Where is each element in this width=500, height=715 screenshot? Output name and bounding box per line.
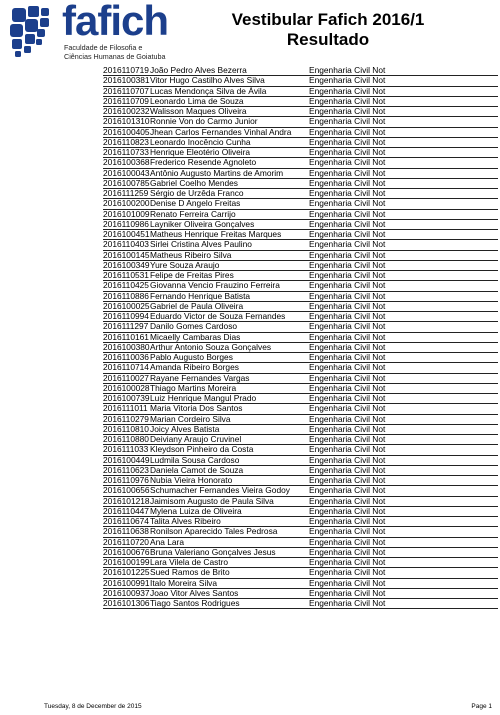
- table-row: [103, 599, 498, 609]
- candidate-code: 2016111297: [103, 321, 149, 332]
- table-row: [103, 169, 498, 179]
- course-name: Engenharia Civil Not: [309, 177, 386, 188]
- candidate-code: 2016100028: [103, 382, 150, 393]
- logo-wordmark: fafich: [62, 0, 169, 44]
- candidate-name: Henrique Eleotério Oliveira: [150, 148, 251, 157]
- table-row: [103, 579, 498, 589]
- course-name: Engenharia Civil Not: [309, 362, 386, 373]
- candidate-code: 2016101218: [103, 495, 150, 506]
- course-name: Engenharia Civil Not: [309, 464, 386, 475]
- candidate-name: Sued Ramos de Brito: [150, 568, 230, 578]
- table-row: [103, 343, 498, 353]
- candidate-code: 2016111033: [103, 444, 149, 455]
- candidate-code: 2016110674: [103, 516, 149, 526]
- candidate-name: Italo Moreira Silva: [150, 578, 218, 588]
- candidate-name: Ronilson Aparecido Tales Pedrosa: [150, 527, 278, 537]
- candidate-code: 2016110719: [103, 65, 149, 75]
- table-row: [103, 66, 498, 76]
- candidate-name: Nubia Vieira Honorato: [150, 476, 233, 485]
- table-row: [103, 425, 498, 435]
- candidate-code: 2016100937: [103, 587, 150, 598]
- candidate-name: Ludmila Sousa Cardoso: [150, 455, 240, 465]
- candidate-code: 2016110161: [103, 331, 149, 342]
- course-name: Engenharia Civil Not: [309, 116, 386, 127]
- course-name: Engenharia Civil Not: [309, 280, 386, 291]
- title-line2: Resultado: [286, 30, 370, 49]
- logo-subtitle-line1: Faculdade de Filosofia e: [64, 43, 143, 52]
- candidate-name: Danilo Gomes Cardoso: [150, 322, 238, 332]
- candidate-code: 2016110994: [103, 311, 149, 321]
- table-row: [103, 363, 498, 373]
- candidate-code: 2016100368: [103, 157, 150, 168]
- course-name: Engenharia Civil Not: [309, 259, 386, 270]
- candidate-name: Yure Souza Araujo: [150, 260, 220, 270]
- table-row: [103, 87, 498, 97]
- candidate-name: Schumacher Fernandes Vieira Godoy: [150, 486, 290, 496]
- course-name: Engenharia Civil Not: [309, 341, 386, 352]
- course-name: Engenharia Civil Not: [309, 126, 386, 137]
- course-name: Engenharia Civil Not: [309, 208, 386, 219]
- table-row: [103, 394, 498, 404]
- candidate-code: 2016110707: [103, 85, 149, 96]
- course-name: Engenharia Civil Not: [309, 557, 386, 567]
- table-row: [103, 76, 498, 86]
- candidate-code: 2016100380: [103, 341, 150, 352]
- candidate-code: 2016110886: [103, 290, 149, 301]
- candidate-code: 2016111011: [103, 403, 148, 414]
- candidate-name: Leonardo Lima de Souza: [150, 96, 244, 106]
- course-name: Engenharia Civil Not: [309, 526, 386, 537]
- fafich-logo-icon: [6, 2, 66, 62]
- candidate-code: 2016110976: [103, 475, 149, 485]
- course-name: Engenharia Civil Not: [309, 321, 386, 332]
- candidate-name: Matheus Henrique Freitas Marques: [150, 230, 282, 239]
- candidate-name: Marian Cordeiro Silva: [150, 414, 231, 424]
- table-row: [103, 404, 498, 414]
- candidate-name: Jhean Carlos Fernandes Vinhal Andra: [150, 127, 292, 137]
- candidate-code: 2016110623: [103, 464, 149, 475]
- course-name: Engenharia Civil Not: [309, 167, 386, 178]
- candidate-code: 2016100785: [103, 177, 150, 188]
- course-name: Engenharia Civil Not: [309, 249, 386, 260]
- table-row: [103, 374, 498, 384]
- candidate-name: Sirlei Cristina Alves Paulino: [150, 240, 252, 250]
- table-row: [103, 415, 498, 425]
- course-name: Engenharia Civil Not: [309, 85, 386, 96]
- course-name: Engenharia Civil Not: [309, 403, 386, 414]
- page-header: [0, 0, 500, 66]
- candidate-code: 2016110709: [103, 95, 149, 106]
- table-row: [103, 322, 498, 332]
- table-row: [103, 527, 498, 537]
- candidate-code: 2016110531: [103, 270, 149, 280]
- candidate-name: Pablo Augusto Borges: [150, 353, 233, 362]
- table-row: [103, 456, 498, 466]
- candidate-name: Arthur Antonio Souza Gonçalves: [150, 342, 272, 352]
- course-name: Engenharia Civil Not: [309, 136, 386, 147]
- course-name: Engenharia Civil Not: [309, 516, 386, 526]
- course-name: Engenharia Civil Not: [309, 454, 386, 465]
- candidate-name: Ronnie Von do Carmo Junior: [150, 117, 258, 127]
- table-row: [103, 281, 498, 291]
- table-row: [103, 179, 498, 189]
- candidate-code: 2016100145: [103, 249, 150, 260]
- course-name: Engenharia Civil Not: [309, 393, 386, 403]
- table-row: [103, 517, 498, 527]
- candidate-name: Bruna Valeriano Gonçalves Jesus: [150, 547, 276, 557]
- candidate-code: 2016110447: [103, 505, 149, 516]
- candidate-code: 2016100349: [103, 259, 150, 270]
- course-name: Engenharia Civil Not: [309, 413, 386, 424]
- table-row: [103, 476, 498, 486]
- course-name: Engenharia Civil Not: [309, 218, 386, 229]
- candidate-code: 2016100451: [103, 229, 150, 239]
- candidate-code: 2016100199: [103, 557, 150, 567]
- candidate-name: Maria Vitoria Dos Santos: [150, 404, 243, 414]
- course-name: Engenharia Civil Not: [309, 270, 386, 280]
- candidate-name: Daniela Camot de Souza: [150, 465, 244, 475]
- candidate-code: 2016100025: [103, 300, 150, 311]
- course-name: Engenharia Civil Not: [309, 198, 386, 209]
- table-row: [103, 271, 498, 281]
- course-name: Engenharia Civil Not: [309, 495, 386, 506]
- table-row: [103, 486, 498, 496]
- candidate-name: Renato Ferreira Carrijo: [150, 209, 236, 219]
- table-row: [103, 466, 498, 476]
- title-line1: Vestibular Fafich 2016/1: [231, 10, 425, 29]
- candidate-code: 2016101310: [103, 116, 150, 127]
- table-row: [103, 210, 498, 220]
- candidate-code: 2016110036: [103, 352, 149, 362]
- table-row: [103, 568, 498, 578]
- candidate-name: Jaimisom Augusto de Paula Silva: [150, 496, 274, 506]
- candidate-name: Walisson Maques Oliveira: [150, 107, 247, 116]
- table-row: [103, 199, 498, 209]
- candidate-name: João Pedro Alves Bezerra: [150, 66, 247, 75]
- course-name: Engenharia Civil Not: [309, 352, 386, 362]
- course-name: Engenharia Civil Not: [309, 485, 386, 496]
- table-row: [103, 261, 498, 271]
- candidate-code: 2016100739: [103, 393, 150, 403]
- candidate-code: 2016110733: [103, 147, 149, 157]
- candidate-code: 2016110027: [103, 372, 149, 383]
- course-name: Engenharia Civil Not: [309, 536, 386, 547]
- candidate-code: 2016110638: [103, 526, 149, 537]
- candidate-name: Denise D Angelo Freitas: [150, 199, 241, 209]
- course-name: Engenharia Civil Not: [309, 505, 386, 516]
- candidate-name: Matheus Ribeiro Silva: [150, 250, 232, 260]
- course-name: Engenharia Civil Not: [309, 147, 386, 157]
- table-row: [103, 220, 498, 230]
- table-row: [103, 251, 498, 261]
- candidate-name: Luiz Henrique Mangul Prado: [150, 394, 257, 403]
- course-name: Engenharia Civil Not: [309, 546, 386, 557]
- candidate-code: 2016101225: [103, 567, 150, 578]
- candidate-name: Talita Alves Ribeiro: [150, 517, 221, 526]
- course-name: Engenharia Civil Not: [309, 229, 386, 239]
- course-name: Engenharia Civil Not: [309, 587, 386, 598]
- candidate-code: 2016110403: [103, 239, 149, 250]
- candidate-code: 2016101306: [103, 598, 150, 608]
- candidate-name: Gabriel Coelho Mendes: [150, 178, 238, 188]
- table-row: [103, 384, 498, 394]
- table-row: [103, 435, 498, 445]
- candidate-code: 2016100991: [103, 577, 150, 588]
- table-row: [103, 148, 498, 158]
- course-name: Engenharia Civil Not: [309, 372, 386, 383]
- candidate-code: 2016100232: [103, 106, 150, 116]
- candidate-name: Mylena Luiza de Oliveira: [150, 506, 242, 516]
- candidate-code: 2016110986: [103, 218, 149, 229]
- table-row: [103, 333, 498, 343]
- course-name: Engenharia Civil Not: [309, 157, 386, 168]
- candidate-code: 2016110714: [103, 362, 149, 373]
- table-row: [103, 97, 498, 107]
- candidate-name: Felipe de Freitas Pires: [150, 271, 234, 280]
- course-name: Engenharia Civil Not: [309, 95, 386, 106]
- table-row: [103, 128, 498, 138]
- candidate-code: 2016100043: [103, 167, 150, 178]
- candidate-name: Antônio Augusto Martins de Amorim: [150, 168, 284, 178]
- candidate-name: Eduardo Victor de Souza Fernandes: [150, 312, 286, 321]
- table-row: [103, 558, 498, 568]
- candidate-name: Thiago Martins Moreira: [150, 383, 237, 393]
- course-name: Engenharia Civil Not: [309, 567, 386, 578]
- candidate-code: 2016101009: [103, 208, 150, 219]
- candidate-name: Sérgio de Urzêda Franco: [150, 189, 244, 198]
- table-row: [103, 548, 498, 558]
- course-name: Engenharia Civil Not: [309, 434, 386, 444]
- candidate-name: Giovanna Vencio Frauzino Ferreira: [150, 281, 280, 291]
- candidate-name: Joicy Alves Batista: [150, 424, 220, 434]
- candidate-name: Deiviany Araujo Cruvinel: [150, 435, 242, 444]
- table-row: [103, 240, 498, 250]
- course-name: Engenharia Civil Not: [309, 65, 386, 75]
- course-name: Engenharia Civil Not: [309, 577, 386, 588]
- footer-date: Tuesday, 8 de December de 2015: [44, 703, 142, 710]
- candidate-name: Lara Vilela de Castro: [150, 558, 229, 567]
- candidate-code: 2016110880: [103, 434, 149, 444]
- course-name: Engenharia Civil Not: [309, 75, 386, 86]
- table-row: [103, 158, 498, 168]
- candidate-name: Joao Vitor Alves Santos: [150, 588, 239, 598]
- candidate-name: Amanda Ribeiro Borges: [150, 363, 239, 373]
- result-list: [103, 66, 498, 609]
- candidate-code: 2016110810: [103, 423, 149, 434]
- candidate-name: Micaelly Cambaras Dias: [150, 332, 241, 342]
- candidate-name: Fernando Henrique Batista: [150, 291, 251, 301]
- candidate-name: Lucas Mendonça Silva de Ávila: [150, 86, 267, 96]
- table-row: [103, 107, 498, 117]
- candidate-name: Rayane Fernandes Vargas: [150, 373, 250, 383]
- table-row: [103, 497, 498, 507]
- candidate-code: 2016100381: [103, 75, 150, 86]
- candidate-name: Gabriel de Paula Oliveira: [150, 301, 244, 311]
- candidate-code: 2016110425: [103, 280, 149, 291]
- table-row: [103, 292, 498, 302]
- table-row: [103, 445, 498, 455]
- table-row: [103, 353, 498, 363]
- candidate-code: 2016100656: [103, 485, 150, 496]
- course-name: Engenharia Civil Not: [309, 311, 386, 321]
- page-title: [178, 10, 478, 50]
- course-name: Engenharia Civil Not: [309, 444, 386, 455]
- course-name: Engenharia Civil Not: [309, 290, 386, 301]
- course-name: Engenharia Civil Not: [309, 423, 386, 434]
- table-row: [103, 538, 498, 548]
- course-name: Engenharia Civil Not: [309, 188, 386, 198]
- table-row: [103, 312, 498, 322]
- course-name: Engenharia Civil Not: [309, 300, 386, 311]
- table-row: [103, 507, 498, 517]
- logo-subtitle: [64, 43, 165, 61]
- table-row: [103, 138, 498, 148]
- table-row: [103, 117, 498, 127]
- logo-subtitle-line2: Ciências Humanas de Goiatuba: [64, 52, 166, 61]
- candidate-code: 2016100405: [103, 126, 150, 137]
- candidate-name: Tiago Santos Rodrigues: [150, 599, 240, 608]
- course-name: Engenharia Civil Not: [309, 382, 386, 393]
- table-row: [103, 302, 498, 312]
- candidate-code: 2016100676: [103, 546, 150, 557]
- table-row: [103, 230, 498, 240]
- course-name: Engenharia Civil Not: [309, 331, 386, 342]
- candidate-name: Ana Lara: [150, 537, 184, 547]
- candidate-name: Leonardo Inocêncio Cunha: [150, 137, 251, 147]
- candidate-name: Vitor Hugo Castilho Alves Silva: [150, 76, 265, 86]
- candidate-code: 2016100449: [103, 454, 150, 465]
- candidate-name: Frederico Resende Agnoleto: [150, 158, 257, 168]
- candidate-code: 2016111259: [103, 188, 149, 198]
- course-name: Engenharia Civil Not: [309, 239, 386, 250]
- candidate-name: Kleydson Pinheiro da Costa: [150, 445, 254, 455]
- candidate-code: 2016110279: [103, 413, 149, 424]
- candidate-code: 2016100200: [103, 198, 150, 209]
- footer-page-number: Page 1: [471, 703, 492, 710]
- candidate-name: Layniker Oliveira Gonçalves: [150, 219, 255, 229]
- course-name: Engenharia Civil Not: [309, 598, 386, 608]
- table-row: [103, 189, 498, 199]
- course-name: Engenharia Civil Not: [309, 475, 386, 485]
- candidate-code: 2016110823: [103, 136, 149, 147]
- course-name: Engenharia Civil Not: [309, 106, 386, 116]
- table-row: [103, 589, 498, 599]
- candidate-code: 2016110720: [103, 536, 149, 547]
